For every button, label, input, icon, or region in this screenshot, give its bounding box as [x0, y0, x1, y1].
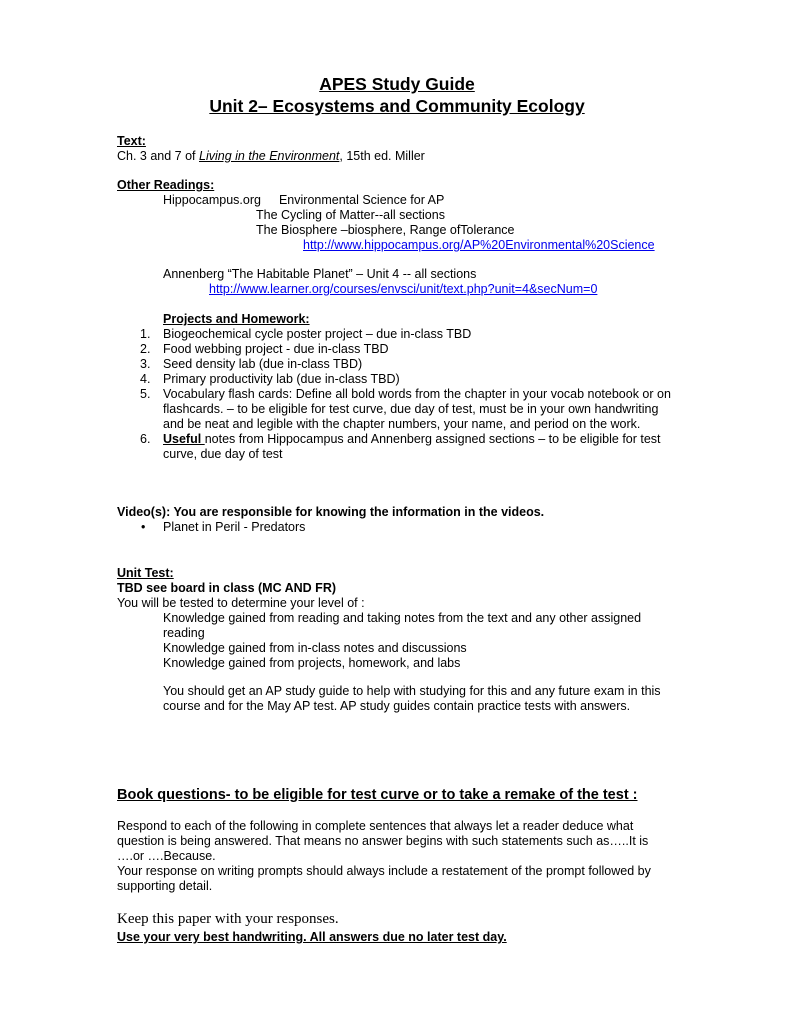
item-text: Vocabulary flash cards: Define all bold words from the chapter in your vocab notebook or on flashcards. – to be eligible for test curve, due day of test, must be in your own handwriting and be neat and legible with the chapter numbers, your name, and period on the work.	[163, 387, 671, 431]
keep-paper-note: Keep this paper with your responses.	[117, 911, 339, 927]
videos-heading: Video(s): You are responsible for knowing the information in the videos.	[117, 505, 545, 519]
instructions-paragraph-1: Respond to each of the following in complete sentences that always let a reader deduce what question is being answered. That means no answer begins with such statements such as…..It is ….or ….Because.	[117, 819, 649, 863]
item-number: 4.	[140, 372, 151, 386]
document-page	[117, 74, 677, 117]
other-readings-section	[117, 178, 677, 253]
book-questions-heading: Book questions- to be eligible for test curve or to take a remake of the test :	[117, 787, 638, 803]
hippocampus-link[interactable]: http://www.hippocampus.org/AP%20Environmental%20Science	[303, 238, 655, 252]
study-guide-advice	[117, 684, 677, 714]
hippocampus-item-2: The Biosphere –biosphere, Range ofTolerance	[256, 223, 515, 237]
item-number: 1.	[140, 327, 151, 341]
text-line-pre: Ch. 3 and 7 of	[117, 149, 200, 163]
text-section	[117, 134, 677, 164]
knowledge-3: Knowledge gained from projects, homework, and labs	[163, 656, 461, 670]
item-number: 6.	[140, 432, 151, 446]
unit-test-section	[117, 566, 677, 671]
advice-text: You should get an AP study guide to help with studying for this and any future exam in this course and for the May AP test. AP study guides contain practice tests with answers.	[163, 684, 661, 713]
hippocampus-line	[117, 193, 677, 208]
list-item	[117, 372, 677, 387]
unit-test-intro: You will be tested to determine your level of :	[117, 596, 365, 610]
annenberg-line: Annenberg “The Habitable Planet” – Unit 4 -- all sections	[163, 267, 477, 281]
annenberg-section	[117, 267, 677, 297]
list-item	[117, 520, 677, 535]
unit-test-tbd: TBD see board in class (MC AND FR)	[117, 581, 337, 595]
item-number: 5.	[140, 387, 151, 401]
item-number: 2.	[140, 342, 151, 356]
text-heading: Text:	[117, 134, 146, 148]
list-item	[117, 387, 678, 432]
unit-test-heading: Unit Test:	[117, 566, 174, 580]
video-title: Planet in Peril - Predators	[163, 520, 306, 534]
item-text: notes from Hippocampus and Annenberg assigned sections – to be eligible for test curve, due day of test	[163, 432, 661, 461]
hippocampus-item-1: The Cycling of Matter--all sections	[256, 208, 445, 222]
text-line	[117, 149, 677, 164]
item-text: Biogeochemical cycle poster project – due in-class TBD	[163, 327, 472, 341]
hippocampus-course: Environmental Science for AP	[278, 193, 445, 207]
list-item	[117, 432, 678, 462]
page-subtitle: Unit 2– Ecosystems and Community Ecology	[209, 96, 585, 116]
knowledge-1: Knowledge gained from reading and taking notes from the text and any other assigned reading	[163, 611, 642, 640]
projects-list	[117, 327, 677, 462]
page-title: APES Study Guide	[319, 74, 475, 94]
videos-list	[117, 520, 677, 535]
videos-section	[117, 505, 677, 535]
text-line-post: , 15th ed. Miller	[339, 149, 425, 163]
annenberg-link[interactable]: http://www.learner.org/courses/envsci/unit/text.php?unit=4&secNum=0	[209, 282, 598, 296]
other-readings-heading: Other Readings:	[117, 178, 215, 192]
projects-section	[117, 312, 677, 462]
item-bold: Useful	[163, 432, 205, 446]
book-questions-section	[117, 787, 677, 804]
closing	[117, 911, 677, 945]
projects-heading: Projects and Homework:	[163, 312, 310, 326]
item-text: Food webbing project - due in-class TBD	[163, 342, 389, 356]
final-note: Use your very best handwriting. All answers due no later test day.	[117, 930, 507, 944]
item-text: Seed density lab (due in-class TBD)	[163, 357, 363, 371]
instructions-paragraph-2: Your response on writing prompts should always include a restatement of the prompt followed by supporting detail.	[117, 864, 651, 893]
item-text: Primary productivity lab (due in-class TBD)	[163, 372, 400, 386]
hippocampus-site: Hippocampus.org	[163, 193, 261, 207]
list-item	[117, 327, 677, 342]
knowledge-2: Knowledge gained from in-class notes and discussions	[163, 641, 467, 655]
book-title: Living in the Environment	[199, 149, 340, 163]
item-number: 3.	[140, 357, 151, 371]
list-item	[117, 342, 677, 357]
instructions	[117, 819, 677, 894]
list-item	[117, 357, 677, 372]
bullet: •	[141, 520, 146, 534]
